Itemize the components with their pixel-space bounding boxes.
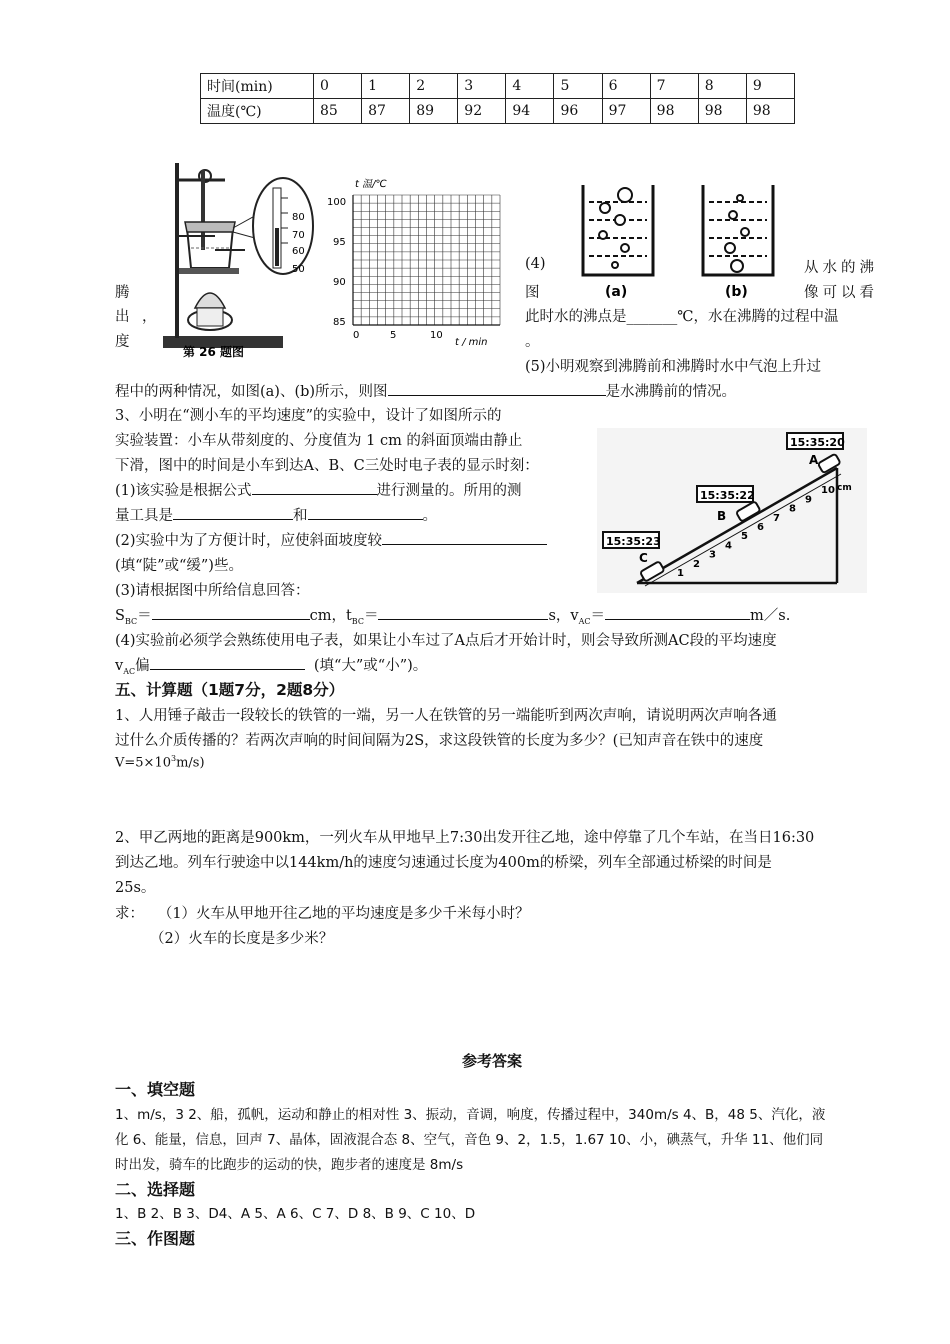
- point-a-label: A: [809, 453, 819, 467]
- q3-text: (2)实验中为了方便计时，应使斜面坡度较: [115, 533, 383, 549]
- timer-c: 15:35:23: [606, 535, 661, 548]
- q3-line: [115, 654, 427, 676]
- point-b-label: B: [717, 509, 727, 523]
- side-text-2: 出: [115, 309, 130, 325]
- table-cell: 时间(min): [201, 74, 314, 99]
- table-cell: 1: [362, 74, 410, 99]
- table-row: [201, 74, 795, 99]
- ramp-scale-label: 9: [805, 494, 812, 506]
- graph-xtick: 5: [390, 330, 397, 341]
- therm-tick: 80: [292, 212, 305, 223]
- answer-blank[interactable]: [605, 605, 750, 620]
- q1-text: V=5×10: [115, 755, 171, 771]
- calc-q1-line: 过什么介质传播的？若两次声响的时间间隔为2S，求这段铁管的长度为多少？(已知声音在铁中的速度: [115, 733, 764, 749]
- table-cell: 94: [506, 99, 554, 124]
- calc-q2-line: 25s。: [115, 880, 156, 896]
- ramp-scale-label: 7: [773, 512, 780, 524]
- timer-a: 15:35:20: [790, 436, 845, 449]
- answer-blank[interactable]: [152, 605, 310, 620]
- q3-line: 下滑，图中的时间是小车到达A、B、C三处时电子表的显示时刻：: [115, 458, 539, 474]
- therm-tick: 60: [292, 246, 305, 257]
- q3-text: m／s.: [750, 608, 791, 624]
- ramp-scale-label: 3: [709, 549, 716, 561]
- graph-xtick: 10: [430, 330, 443, 341]
- graph-xlabel: t / min: [455, 337, 488, 348]
- q3-line: [115, 479, 522, 500]
- ramp-scale-label: 2: [693, 558, 700, 570]
- q2-part4-num: (4): [525, 256, 546, 272]
- answer-blank[interactable]: [150, 655, 305, 670]
- calc-q1-line: [115, 754, 205, 770]
- table-cell: 7: [650, 74, 698, 99]
- table-cell: 98: [746, 99, 794, 124]
- q3-text: ＝: [363, 608, 379, 624]
- beaker-b-label: (b): [725, 284, 748, 300]
- q2-part4-l4: 。: [525, 334, 540, 350]
- q3-text: 偏: [135, 658, 150, 674]
- answer-line: 时出发，骑车的比跑步的运动的快，跑步者的速度是 8m/s: [115, 1157, 464, 1173]
- graph-ytick: 95: [333, 237, 346, 248]
- q2-part5-text: 是水沸腾前的情况。: [605, 384, 737, 400]
- table-cell: 87: [362, 99, 410, 124]
- q3-sub: BC: [124, 616, 138, 626]
- table-cell: 98: [650, 99, 698, 124]
- side-text-3: 度: [115, 334, 130, 350]
- table-cell: 92: [458, 99, 506, 124]
- timer-b: 15:35:22: [700, 489, 755, 502]
- therm-tick: 50: [292, 264, 305, 275]
- ramp-scale-label: 6: [757, 522, 764, 533]
- q2-part4-tail: 从水的沸: [804, 260, 878, 276]
- q3-line: 3、小明在“测小车的平均速度”的实验中，设计了如图所示的: [115, 408, 502, 424]
- q3-sub: AC: [123, 666, 136, 676]
- point-c-label: C: [639, 551, 648, 565]
- q3-line: [115, 604, 790, 626]
- q3-text: S: [115, 608, 125, 624]
- q3-text: s，v: [548, 608, 579, 624]
- q3-line: (填“陡”或“缓”)些。: [115, 558, 243, 574]
- boiling-apparatus-figure: [155, 158, 325, 358]
- answer-blank[interactable]: [173, 505, 293, 520]
- q1-text: m/s): [176, 755, 205, 771]
- answers-title: 参考答案: [462, 1052, 523, 1070]
- temperature-table: [200, 73, 795, 124]
- answers-section2: 二、选择题: [115, 1180, 196, 1199]
- answer-blank[interactable]: [388, 381, 606, 396]
- answer-blank[interactable]: [382, 530, 547, 545]
- q2-part5-l1: (5)小明观察到沸腾前和沸腾时水中气泡上升过: [525, 359, 822, 375]
- table-cell: 2: [410, 74, 458, 99]
- answer-line: 化 6、能量，信息，回声 7、晶体，固液混合态 8、空气，音色 9、2，1.5，1.67 10、小，碘蒸气，升华 11、他们同: [115, 1132, 824, 1148]
- ramp-unit: cm: [837, 483, 852, 493]
- answer-line: 1、m/s，3 2、船，孤帆，运动和静止的相对性 3、振动，音调，响度，传播过程中，340m/s 4、B，48 5、汽化，液: [115, 1107, 826, 1123]
- answers-section1: 一、填空题: [115, 1080, 196, 1099]
- q1-sup: 3: [171, 754, 177, 763]
- table-cell: 89: [410, 99, 458, 124]
- therm-tick: 70: [292, 230, 305, 241]
- graph-ytick: 90: [333, 277, 346, 288]
- ramp-scale-label: 1: [677, 568, 684, 579]
- q3-text: ＝: [590, 608, 605, 624]
- table-cell: 6: [602, 74, 650, 99]
- answers-section3: 三、作图题: [115, 1229, 196, 1248]
- answer-line: 1、B 2、B 3、D4、A 5、A 6、C 7、D 8、B 9、C 10、D: [115, 1206, 476, 1222]
- ramp-scale-label: 8: [789, 503, 796, 515]
- table-cell: 4: [506, 74, 554, 99]
- q3-sub: BC: [351, 616, 364, 626]
- q3-line: 实验装置：小车从带刻度的、分度值为 1 cm 的斜面顶端由静止: [115, 433, 523, 449]
- q3-text: v: [115, 658, 124, 674]
- table-cell: 温度(℃): [201, 99, 314, 124]
- ramp-scale-label: 5: [741, 531, 748, 543]
- calc-q2-line: 到达乙地。列车行驶途中以144km/h的速度匀速通过长度为400m的桥梁，列车全部通过桥梁的时间是: [115, 855, 772, 871]
- bubble-beakers-figure: [575, 180, 795, 300]
- table-cell: 8: [698, 74, 746, 99]
- ramp-scale-label: 10: [821, 485, 835, 497]
- graph-ylabel: t 温/℃: [355, 179, 387, 190]
- table-cell: 3: [458, 74, 506, 99]
- q3-sub: AC: [578, 616, 591, 626]
- answer-blank[interactable]: [378, 605, 548, 620]
- q2-part4-l2a: 图: [525, 285, 540, 301]
- graph-xtick: 0: [353, 330, 360, 341]
- figure-caption: 第 26 题图: [183, 345, 245, 358]
- answer-blank[interactable]: [308, 505, 423, 520]
- q2-part5-l2: [115, 380, 736, 401]
- q3-line: [115, 529, 547, 550]
- q2-part4-l2b: 像可以看: [804, 285, 878, 301]
- table-cell: 96: [554, 99, 602, 124]
- section5-title: 五、计算题（1题7分，2题8分）: [115, 681, 345, 699]
- q3-text: ＝: [137, 608, 152, 624]
- q3-text: (填“大”或“小”)。: [313, 658, 428, 674]
- q3-text: (1)该实验是根据公式: [115, 483, 252, 499]
- q3-line: (4)实验前必须学会熟练使用电子表，如果让小车过了A点后才开始计时，则会导致所测AC段的平均速度: [115, 633, 777, 649]
- table-cell: 85: [314, 99, 362, 124]
- q3-text: 和: [293, 508, 308, 524]
- incline-ramp-figure: [597, 428, 867, 593]
- table-cell: 0: [314, 74, 362, 99]
- beaker-a-label: (a): [605, 284, 628, 300]
- calc-q1-line: 1、人用锤子敲击一段较长的铁管的一端，另一人在铁管的另一端能听到两次声响，请说明两次声响各通: [115, 708, 777, 724]
- q3-line: (3)请根据图中所给信息回答：: [115, 583, 310, 599]
- q3-text: 量工具是: [115, 508, 173, 524]
- beaker-a: [583, 185, 653, 300]
- q2-part4-l3: 此时水的沸点是_______℃，水在沸腾的过程中温: [525, 309, 839, 325]
- table-cell: 97: [602, 99, 650, 124]
- q3-text: 进行测量的。所用的测: [376, 483, 522, 499]
- answer-blank[interactable]: [252, 480, 377, 495]
- q3-text: cm，t: [309, 608, 352, 624]
- table-cell: 98: [698, 99, 746, 124]
- ramp-scale-label: 4: [725, 540, 732, 552]
- beaker-b: [703, 185, 773, 300]
- q3-line: [115, 504, 437, 525]
- calc-q2-line: （2）火车的长度是多少米？: [150, 931, 334, 947]
- graph-ytick: 85: [333, 317, 346, 328]
- q3-text: 。: [422, 508, 437, 524]
- side-text-1: 腾: [115, 285, 130, 301]
- graph-ytick: 100: [327, 197, 347, 208]
- table-cell: 5: [554, 74, 602, 99]
- graph-grid: [353, 195, 500, 325]
- side-text-comma: ，: [142, 309, 157, 325]
- calc-q2-line: 2、甲乙两地的距离是900km，一列火车从甲地早上7:30出发开往乙地，途中停靠了几个车站，在当日16:30: [115, 830, 815, 846]
- calc-q2-line: 求： （1）火车从甲地开往乙地的平均速度是多少千米每小时？: [115, 906, 530, 922]
- table-row: [201, 99, 795, 124]
- temperature-graph: [325, 175, 515, 350]
- table-cell: 9: [746, 74, 794, 99]
- q2-part5-text: 程中的两种情况，如图(a)、(b)所示，则图: [115, 384, 388, 400]
